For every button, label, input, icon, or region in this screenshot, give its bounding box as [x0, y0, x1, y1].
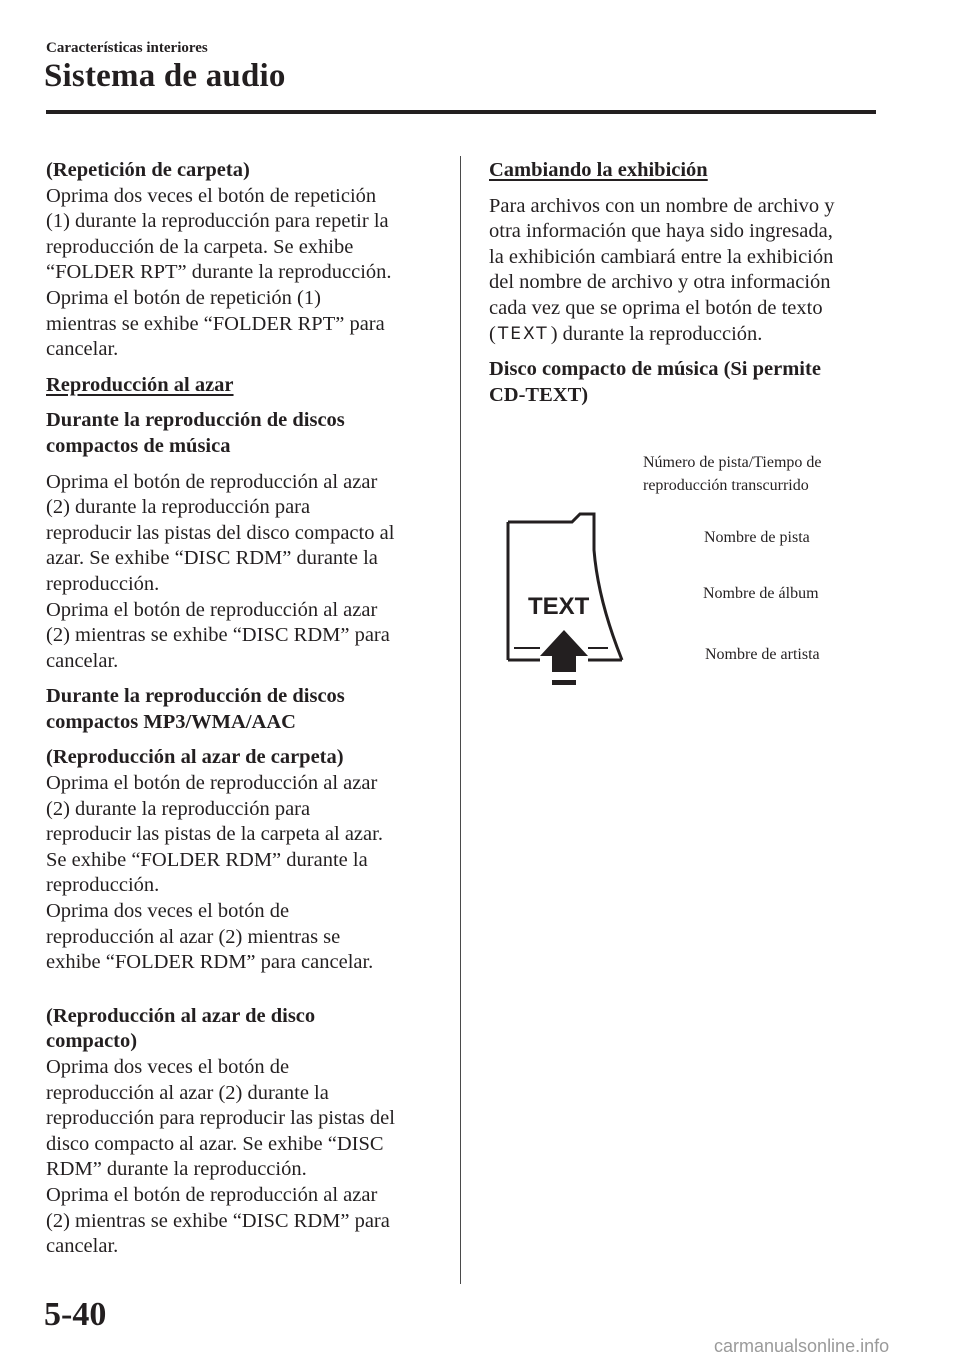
- body-line: Oprima dos veces el botón de: [46, 900, 290, 923]
- page-number: 5-40: [44, 1296, 107, 1333]
- button-text-label: TEXT: [528, 593, 590, 620]
- body-line: Oprima el botón de reproducción al azar: [46, 772, 378, 795]
- body-line: Oprima el botón de reproducción al azar: [46, 598, 378, 621]
- body-line: cancelar.: [46, 338, 119, 361]
- body-line: Oprima el botón de reproducción al azar: [46, 470, 378, 493]
- body-line: (1) durante la reproducción para repetir la: [46, 210, 389, 233]
- body-line: (2) durante la reproducción para: [46, 797, 311, 820]
- line-suffix: ) durante la reproducción.: [550, 322, 763, 345]
- body-line: reproducción al azar (2) durante la: [46, 1081, 329, 1104]
- disc-random-heading: (Reproducción al azar de disco: [46, 1004, 316, 1027]
- column-divider: [460, 156, 461, 1284]
- push-arrow-base: [552, 680, 576, 685]
- fig-label-track-time: Número de pista/Tiempo de: [643, 454, 822, 471]
- body-line: cancelar.: [46, 649, 119, 672]
- body-line: cada vez que se oprima el botón de texto: [489, 296, 823, 319]
- random-heading: Reproducción al azar: [46, 373, 234, 396]
- body-line: (2) mientras se exhibe “DISC RDM” para: [46, 1209, 390, 1232]
- line-prefix: (: [489, 322, 496, 345]
- body-line: reproducción de la carpeta. Se exhibe: [46, 235, 354, 258]
- push-arrow-icon: [540, 630, 588, 672]
- text-key-glyph: TEXT: [497, 323, 549, 344]
- body-line: Se exhibe “FOLDER RDM” durante la: [46, 848, 368, 871]
- mp3-heading: Durante la reproducción de discos: [46, 685, 345, 708]
- body-line: Oprima el botón de repetición (1): [46, 286, 321, 309]
- text-button-figure: [500, 440, 900, 690]
- title-rule: [46, 110, 876, 114]
- body-line: del nombre de archivo y otra información: [489, 271, 831, 294]
- body-line: Para archivos con un nombre de archivo y: [489, 194, 835, 217]
- watermark: carmanualsonline.info: [714, 1336, 890, 1356]
- body-line: (2) durante la reproducción para: [46, 496, 311, 519]
- fig-label-artist-name: Nombre de artista: [705, 646, 820, 663]
- folder-random-heading: (Reproducción al azar de carpeta): [46, 746, 344, 769]
- section-label: Características interiores: [46, 40, 208, 56]
- body-line: Oprima dos veces el botón de: [46, 1056, 290, 1078]
- right-column: [489, 158, 889, 408]
- body-line: “FOLDER RPT” durante la reproducción.: [46, 261, 392, 284]
- cd-text-heading: CD-TEXT): [489, 383, 589, 406]
- mp3-heading: compactos MP3/WMA/AAC: [46, 710, 296, 733]
- body-line: la exhibición cambiará entre la exhibición: [489, 245, 834, 268]
- body-line: reproducir las pistas del disco compacto al: [46, 521, 395, 544]
- body-line: reproducción para reproducir las pistas del: [46, 1107, 395, 1130]
- body-line: reproducir las pistas de la carpeta al azar.: [46, 823, 383, 846]
- body-line: [489, 322, 889, 348]
- body-line: reproducción al azar (2) mientras se: [46, 925, 341, 948]
- page-title: Sistema de audio: [44, 58, 286, 94]
- left-column: [46, 158, 446, 1260]
- body-line: exhibe “FOLDER RDM” para cancelar.: [46, 951, 374, 974]
- music-cd-heading: Durante la reproducción de discos: [46, 409, 345, 432]
- body-line: Oprima dos veces el botón de repetición: [46, 184, 377, 207]
- cd-text-heading: Disco compacto de música (Si permite: [489, 358, 821, 381]
- fig-label-album-name: Nombre de álbum: [703, 585, 819, 602]
- body-line: cancelar.: [46, 1235, 119, 1258]
- display-change-heading: Cambiando la exhibición: [489, 159, 708, 181]
- body-line: Oprima el botón de reproducción al azar: [46, 1183, 378, 1206]
- fig-label-track-time: reproducción transcurrido: [643, 477, 809, 494]
- music-cd-heading: compactos de música: [46, 434, 231, 457]
- text-button-illustration: [500, 510, 640, 710]
- body-line: RDM” durante la reproducción.: [46, 1158, 307, 1181]
- disc-random-heading: compacto): [46, 1030, 138, 1053]
- body-line: mientras se exhibe “FOLDER RPT” para: [46, 312, 385, 335]
- body-line: otra información que haya sido ingresada,: [489, 220, 833, 243]
- body-line: azar. Se exhibe “DISC RDM” durante la: [46, 547, 378, 570]
- body-line: disco compacto al azar. Se exhibe “DISC: [46, 1132, 384, 1155]
- fig-label-track-name: Nombre de pista: [704, 529, 810, 546]
- body-line: (2) mientras se exhibe “DISC RDM” para: [46, 624, 390, 647]
- body-line: reproducción.: [46, 572, 160, 595]
- body-line: reproducción.: [46, 874, 160, 897]
- folder-repeat-heading: (Repetición de carpeta): [46, 159, 250, 181]
